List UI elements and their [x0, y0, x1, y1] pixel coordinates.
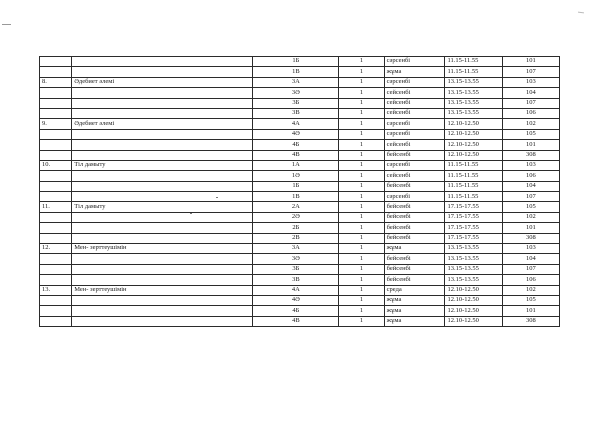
- row-number: [40, 233, 72, 243]
- table-row: [40, 254, 560, 264]
- class-cell: 2Ә: [253, 212, 339, 222]
- table-row: [40, 181, 560, 191]
- class-cell: 4Б: [253, 140, 339, 150]
- subject-name: [72, 88, 253, 98]
- subject-name: Тіл дамыту: [72, 202, 253, 212]
- time-cell: 13.15-13.55: [445, 98, 502, 108]
- row-number: [40, 171, 72, 181]
- subject-name: [72, 192, 253, 202]
- table-row: [40, 88, 560, 98]
- class-cell: 1Б: [253, 57, 339, 67]
- subject-name: Мен- зерттеушімін: [72, 244, 253, 254]
- class-cell: 3Ә: [253, 88, 339, 98]
- table-row: [40, 306, 560, 316]
- day-cell: бейсенбі: [384, 150, 445, 160]
- row-number: [40, 264, 72, 274]
- row-number: [40, 98, 72, 108]
- day-cell: жұма: [384, 295, 445, 305]
- day-cell: бейсенбі: [384, 181, 445, 191]
- day-cell: бейсенбі: [384, 202, 445, 212]
- row-number: 13.: [40, 285, 72, 295]
- row-number: 11.: [40, 202, 72, 212]
- table-row: [40, 171, 560, 181]
- subject-name: [72, 171, 253, 181]
- room-cell: 308: [502, 233, 559, 243]
- class-cell: 4Б: [253, 306, 339, 316]
- day-cell: сәрсенбі: [384, 160, 445, 170]
- room-cell: 102: [502, 285, 559, 295]
- time-cell: 17.15-17.55: [445, 212, 502, 222]
- subject-name: [72, 98, 253, 108]
- time-cell: 11.15-11.55: [445, 67, 502, 77]
- class-cell: 3Б: [253, 264, 339, 274]
- time-cell: 11.15-11.55: [445, 57, 502, 67]
- time-cell: 13.15-13.55: [445, 254, 502, 264]
- time-cell: 11.15-11.55: [445, 192, 502, 202]
- hours-cell: 1: [339, 295, 384, 305]
- row-number: [40, 316, 72, 326]
- row-number: [40, 275, 72, 285]
- class-cell: 2А: [253, 202, 339, 212]
- day-cell: бейсенбі: [384, 275, 445, 285]
- time-cell: 13.15-13.55: [445, 108, 502, 118]
- table-row: [40, 285, 560, 295]
- hours-cell: 1: [339, 285, 384, 295]
- row-number: 12.: [40, 244, 72, 254]
- time-cell: 11.15-11.55: [445, 181, 502, 191]
- day-cell: сейсенбі: [384, 140, 445, 150]
- day-cell: бейсенбі: [384, 212, 445, 222]
- hours-cell: 1: [339, 88, 384, 98]
- class-cell: 3В: [253, 108, 339, 118]
- time-cell: 12.10-12.50: [445, 306, 502, 316]
- table-row: [40, 129, 560, 139]
- row-number: 8.: [40, 77, 72, 87]
- room-cell: 101: [502, 57, 559, 67]
- hours-cell: 1: [339, 108, 384, 118]
- room-cell: 107: [502, 192, 559, 202]
- subject-name: [72, 150, 253, 160]
- row-number: [40, 223, 72, 233]
- hours-cell: 1: [339, 160, 384, 170]
- hours-cell: 1: [339, 316, 384, 326]
- room-cell: 308: [502, 150, 559, 160]
- subject-name: Әдебиет әлемі: [72, 119, 253, 129]
- day-cell: сәрсенбі: [384, 129, 445, 139]
- class-cell: 4Ә: [253, 295, 339, 305]
- subject-name: [72, 140, 253, 150]
- hours-cell: 1: [339, 202, 384, 212]
- day-cell: среда: [384, 285, 445, 295]
- room-cell: 105: [502, 202, 559, 212]
- room-cell: 101: [502, 306, 559, 316]
- row-number: [40, 140, 72, 150]
- time-cell: 12.10-12.50: [445, 316, 502, 326]
- row-number: [40, 57, 72, 67]
- table-row: [40, 223, 560, 233]
- day-cell: бейсенбі: [384, 254, 445, 264]
- room-cell: 107: [502, 67, 559, 77]
- hours-cell: 1: [339, 244, 384, 254]
- subject-name: [72, 181, 253, 191]
- table-row: [40, 150, 560, 160]
- subject-name: [72, 295, 253, 305]
- table-row: [40, 77, 560, 87]
- hours-cell: 1: [339, 57, 384, 67]
- room-cell: 104: [502, 88, 559, 98]
- day-cell: сейсенбі: [384, 98, 445, 108]
- class-cell: 3А: [253, 244, 339, 254]
- hours-cell: 1: [339, 171, 384, 181]
- subject-name: [72, 233, 253, 243]
- day-cell: бейсенбі: [384, 233, 445, 243]
- hours-cell: 1: [339, 192, 384, 202]
- table-row: [40, 316, 560, 326]
- hours-cell: 1: [339, 212, 384, 222]
- class-cell: 1Ә: [253, 171, 339, 181]
- table-row: [40, 192, 560, 202]
- day-cell: жұма: [384, 67, 445, 77]
- time-cell: 11.15-11.55: [445, 171, 502, 181]
- row-number: [40, 88, 72, 98]
- room-cell: 105: [502, 129, 559, 139]
- hours-cell: 1: [339, 275, 384, 285]
- table-row: [40, 233, 560, 243]
- hours-cell: 1: [339, 77, 384, 87]
- day-cell: бейсенбі: [384, 223, 445, 233]
- time-cell: 11.15-11.55: [445, 160, 502, 170]
- class-cell: 4В: [253, 316, 339, 326]
- day-cell: сейсенбі: [384, 108, 445, 118]
- hours-cell: 1: [339, 98, 384, 108]
- class-cell: 3А: [253, 77, 339, 87]
- time-cell: 13.15-13.55: [445, 275, 502, 285]
- time-cell: 12.10-12.50: [445, 295, 502, 305]
- day-cell: жұма: [384, 244, 445, 254]
- row-number: [40, 306, 72, 316]
- room-cell: 102: [502, 119, 559, 129]
- table-row: [40, 160, 560, 170]
- table-row: [40, 140, 560, 150]
- time-cell: 12.10-12.50: [445, 150, 502, 160]
- table-row: [40, 264, 560, 274]
- subject-name: [72, 212, 253, 222]
- room-cell: 104: [502, 254, 559, 264]
- day-cell: сәрсенбі: [384, 77, 445, 87]
- day-cell: жұма: [384, 316, 445, 326]
- table-row: [40, 98, 560, 108]
- time-cell: 17.15-17.55: [445, 202, 502, 212]
- hours-cell: 1: [339, 233, 384, 243]
- table-row: [40, 119, 560, 129]
- row-number: [40, 67, 72, 77]
- room-cell: 103: [502, 244, 559, 254]
- row-number: 9.: [40, 119, 72, 129]
- class-cell: 2В: [253, 233, 339, 243]
- subject-name: [72, 254, 253, 264]
- class-cell: 1Б: [253, 181, 339, 191]
- hours-cell: 1: [339, 129, 384, 139]
- day-cell: сейсенбі: [384, 171, 445, 181]
- hours-cell: 1: [339, 223, 384, 233]
- row-number: [40, 150, 72, 160]
- class-cell: 3В: [253, 275, 339, 285]
- subject-name: [72, 108, 253, 118]
- class-cell: 4Ә: [253, 129, 339, 139]
- table-row: [40, 108, 560, 118]
- subject-name: Әдебиет әлемі: [72, 77, 253, 87]
- schedule-body: [40, 57, 560, 327]
- class-cell: 1А: [253, 160, 339, 170]
- class-cell: 3Б: [253, 98, 339, 108]
- room-cell: 101: [502, 140, 559, 150]
- subject-name: Тіл дамыту: [72, 160, 253, 170]
- hours-cell: 1: [339, 264, 384, 274]
- time-cell: 12.10-12.50: [445, 119, 502, 129]
- hours-cell: 1: [339, 140, 384, 150]
- room-cell: 106: [502, 275, 559, 285]
- room-cell: 101: [502, 223, 559, 233]
- time-cell: 17.15-17.55: [445, 223, 502, 233]
- time-cell: 17.15-17.55: [445, 233, 502, 243]
- day-cell: бейсенбі: [384, 264, 445, 274]
- schedule-table: [39, 56, 560, 327]
- subject-name: [72, 316, 253, 326]
- table-row: [40, 67, 560, 77]
- row-number: [40, 129, 72, 139]
- subject-name: [72, 129, 253, 139]
- row-number: 10.: [40, 160, 72, 170]
- class-cell: 3Ә: [253, 254, 339, 264]
- hours-cell: 1: [339, 306, 384, 316]
- subject-name: [72, 223, 253, 233]
- room-cell: 102: [502, 212, 559, 222]
- scan-artifact: [2, 24, 11, 25]
- row-number: [40, 212, 72, 222]
- room-cell: 106: [502, 171, 559, 181]
- subject-name: [72, 264, 253, 274]
- time-cell: 13.15-13.55: [445, 264, 502, 274]
- table-row: [40, 295, 560, 305]
- scan-artifact: [578, 12, 584, 14]
- table-row: [40, 202, 560, 212]
- class-cell: 4А: [253, 119, 339, 129]
- class-cell: 4В: [253, 150, 339, 160]
- room-cell: 107: [502, 264, 559, 274]
- room-cell: 104: [502, 181, 559, 191]
- row-number: [40, 254, 72, 264]
- subject-name: [72, 57, 253, 67]
- room-cell: 103: [502, 77, 559, 87]
- row-number: [40, 295, 72, 305]
- room-cell: 106: [502, 108, 559, 118]
- time-cell: 13.15-13.55: [445, 88, 502, 98]
- day-cell: сәрсенбі: [384, 119, 445, 129]
- table-row: [40, 244, 560, 254]
- room-cell: 103: [502, 160, 559, 170]
- class-cell: 4А: [253, 285, 339, 295]
- row-number: [40, 108, 72, 118]
- class-cell: 1В: [253, 67, 339, 77]
- class-cell: 1В: [253, 192, 339, 202]
- hours-cell: 1: [339, 150, 384, 160]
- hours-cell: 1: [339, 119, 384, 129]
- room-cell: 105: [502, 295, 559, 305]
- hours-cell: 1: [339, 254, 384, 264]
- time-cell: 13.15-13.55: [445, 77, 502, 87]
- subject-name: [72, 306, 253, 316]
- time-cell: 12.10-12.50: [445, 285, 502, 295]
- table-row: [40, 57, 560, 67]
- day-cell: сәрсенбі: [384, 192, 445, 202]
- room-cell: 107: [502, 98, 559, 108]
- time-cell: 13.15-13.55: [445, 244, 502, 254]
- day-cell: сәрсенбі: [384, 57, 445, 67]
- time-cell: 12.10-12.50: [445, 140, 502, 150]
- row-number: [40, 192, 72, 202]
- hours-cell: 1: [339, 181, 384, 191]
- table-row: [40, 212, 560, 222]
- subject-name: [72, 275, 253, 285]
- time-cell: 12.10-12.50: [445, 129, 502, 139]
- day-cell: сейсенбі: [384, 88, 445, 98]
- subject-name: [72, 67, 253, 77]
- table-row: [40, 275, 560, 285]
- day-cell: жұма: [384, 306, 445, 316]
- subject-name: Мен- зерттеушімін: [72, 285, 253, 295]
- room-cell: 308: [502, 316, 559, 326]
- class-cell: 2Б: [253, 223, 339, 233]
- row-number: [40, 181, 72, 191]
- hours-cell: 1: [339, 67, 384, 77]
